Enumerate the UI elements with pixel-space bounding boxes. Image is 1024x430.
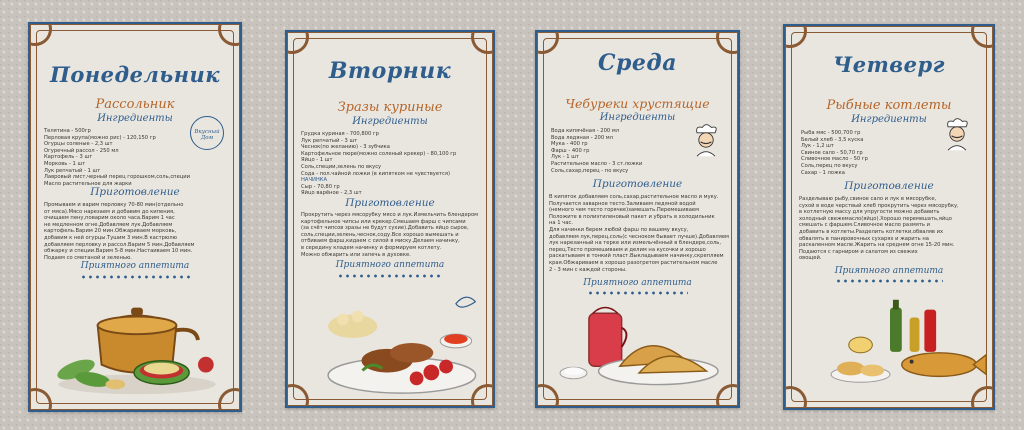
recipe-card-thursday (783, 24, 995, 410)
ingredient-item: Чеснок(по желанию) - 3 зубчика (301, 144, 390, 151)
method-text (301, 212, 478, 258)
ingredient-item: Перловая крупа(можно рис) - 120,150 гр (44, 134, 156, 141)
ingredient-item: Соль,сахар,перец - по вкусу (551, 167, 629, 174)
method-line: добавить в котлеты.Разделить котлетки,обваляв их (799, 228, 944, 235)
ingredient-item: Морковь - 1 шт (44, 160, 86, 167)
filling-label: НАЧИНКА (301, 177, 328, 184)
closing-text: Приятного аппетита (834, 266, 944, 276)
ingredient-item: Грудка куриная - 700,800 гр (301, 131, 379, 137)
method-line: холодный свежемасло(яйцо).Хорошо перемешать,яйцо (799, 215, 952, 222)
method-line: перец.Тесто промешиваем и делим на кусочки и хорошо (549, 246, 706, 253)
method-line: Промываем и варим перловку 70-80 мин(отдельно (44, 202, 184, 208)
ingredients-list (301, 131, 456, 197)
recipe-card-monday (28, 22, 242, 412)
ornament-corner (535, 384, 559, 408)
day-title: Среда (598, 50, 677, 76)
ingredients-list (801, 130, 868, 176)
ornament-corner (471, 384, 495, 408)
method-line: добавим к ней огурцы.Тушим 3 мин.В кастрюлю (44, 234, 177, 241)
badge-text: Вкусный Дом (194, 129, 220, 141)
dish-title: Рыбные котлеты (826, 98, 952, 113)
ingredient-item: Масло растительное для жарки (44, 180, 132, 187)
ornament-corner (28, 388, 52, 412)
method-text (549, 194, 729, 273)
chef-illustration (688, 122, 724, 158)
day-title: Вторник (328, 58, 452, 84)
ornament-divider (835, 278, 943, 284)
ingredient-item: Сахар - 1 ложка (801, 169, 845, 176)
method-line: раскатываем в тонкий пласт.Выкладываем начинку,скрепляем (549, 253, 724, 260)
day-title: Четверг (833, 52, 945, 77)
ingredient-item: Растительное масло - 3 ст.ложки (551, 160, 643, 167)
method-line: отбиваем фарш,кидаем с силой в миску.Делаем начинку, (301, 238, 460, 245)
method-line: Получается заварное тесто.Заливаем ледяной водой (549, 200, 696, 207)
ingredient-item: Соль,перец по вкусу (801, 162, 858, 169)
ingredients-heading: Ингредиенты (599, 112, 676, 123)
ornament-corner (971, 386, 995, 410)
ingredient-item: Рыба мяс - 500,700 гр (801, 130, 861, 136)
ornament-corner (783, 386, 807, 410)
method-line: сухой в воде черствый хлеб прокрутить через мясорубку, (799, 202, 959, 209)
ingredient-item: Лук репчатый - 1 шт (44, 167, 101, 174)
ingredient-item: Фарш - 400 гр (551, 147, 590, 154)
method-line: Положите в полиэтиленовый пакет и убрать в холодильник (549, 213, 715, 220)
ingredients-list (44, 128, 190, 187)
ingredient-item: Телятина - 500гр (44, 128, 91, 134)
method-line: добавляем лук,перец,соль(с чесноком бывает лучше).Добавляем (549, 233, 729, 240)
ingredient-item: Сода - пол.чайной ложки (в кипятком не чувствуется) (301, 170, 451, 177)
ornament-corner (971, 24, 995, 48)
ingredient-item: Огуречный рассол - 250 мл (44, 147, 119, 154)
method-text (44, 202, 194, 261)
method-line: раскаленном масле.Жарить на среднем огне 15-20 мин. (799, 242, 955, 249)
method-line: обвалять в панировочных сухарях и жарить на (799, 235, 929, 242)
method-line: (немного чем тесто горячее)замешать.Перемешиваем (549, 207, 699, 214)
method-heading: Приготовление (592, 178, 683, 190)
recipe-card-wednesday (535, 30, 740, 408)
closing-text: Приятного аппетита (80, 261, 190, 271)
ingredient-item: Мука - 400 гр (551, 141, 588, 148)
day-title: Понедельник (50, 62, 220, 87)
badge-emblem (190, 116, 224, 150)
method-line: Для начинки берем любой фарш по вашему вкусу, (549, 226, 689, 233)
method-line: картофельное чипсы или крекер.Смешаем фарш с чипсами (301, 218, 466, 225)
ingredients-heading: Ингредиенты (851, 114, 927, 125)
ingredients-heading: Ингредиенты (352, 116, 428, 127)
ingredient-item: Яйцо варёное - 2,3 шт (301, 190, 362, 197)
method-line: картофель.Варим 20 мин.Обжариваем морковь, (44, 228, 177, 235)
method-line: добавляем перловку и рассол.Варим 5 мин.Добавляем (44, 241, 195, 248)
method-heading: Приготовление (345, 197, 435, 209)
method-line: 2 - 3 мин с каждой стороны. (549, 266, 627, 273)
method-line: края.Обжариваем в хорошо разогретом растительном масле (549, 259, 718, 266)
method-line: Подаются с гарниром и салатом из свежих (799, 248, 918, 255)
method-line: (за счёт чипсов зразы не будут сухие).Добавить яйцо сырое, (301, 225, 469, 232)
ingredients-list (551, 128, 642, 174)
ornament-divider (337, 273, 443, 279)
ingredient-item: Вода кипячёная - 200 мл (551, 128, 620, 134)
ornament-divider (587, 290, 688, 296)
fish-cutlets-illustration (791, 288, 989, 396)
ornament-corner (783, 24, 807, 48)
method-line: В кипяток добавляем соль,сахар,растительное масло и муку. (549, 194, 719, 200)
ingredient-item: Сливочное масло - 50 гр (801, 156, 868, 163)
method-line: на 1 час. (549, 220, 573, 227)
method-line: обжарку и специи.Варим 5-8 мин.Настаиваем 10 мин. (44, 248, 193, 255)
ornament-corner (218, 388, 242, 412)
dish-title: Зразы куриные (337, 100, 443, 115)
method-line: Разделываю рыбу,свиное сало и лук в мясорубке, (799, 196, 937, 202)
method-line: Подаем со сметаной и зеленью. (44, 254, 132, 261)
ingredients-heading: Ингредиенты (97, 113, 173, 124)
ornament-divider (80, 274, 190, 280)
dish-title: Чебуреки хрустящие (565, 96, 710, 111)
ornament-corner (218, 22, 242, 46)
zrazy-illustration (293, 282, 491, 400)
method-line: Прокрутить через мясорубку мясо и лук.Измельчить блендером (301, 212, 479, 218)
closing-text: Приятного аппетита (335, 260, 445, 270)
method-text (799, 196, 959, 262)
ingredient-item: Вода ледяная - 200 мл (551, 134, 614, 141)
ingredient-item: Лук репчатый - 3 шт (301, 137, 358, 144)
method-line: лук нарезанный на терке или измельчённый в блендере,соль, (549, 240, 721, 247)
ornament-corner (285, 384, 309, 408)
soup-illustration (38, 286, 236, 404)
method-heading: Приготовление (90, 186, 180, 198)
ingredient-item: Сыр - 70,80 гр (301, 183, 340, 190)
method-line: в котлетную массу для упругости можно добавить (799, 209, 940, 216)
method-line: в середину кладем начинку и формируем котлету. (301, 244, 442, 251)
dish-title: Рассольник (95, 97, 175, 112)
ingredient-item: Картофельное пюре(можно соленый крекер) - 80,100 гр (301, 150, 457, 157)
ornament-corner (285, 30, 309, 54)
ingredient-item: Лук - 1,2 шт (801, 143, 834, 150)
method-line: очищаем пену,поварим около часа.Варим 1 час (44, 215, 175, 222)
method-heading: Приготовление (844, 180, 934, 192)
method-line: овощей. (799, 255, 822, 262)
ingredient-item: Белый хлеб - 3,5 куска (801, 136, 864, 143)
ornament-corner (28, 22, 52, 46)
closing-text: Приятного аппетита (583, 278, 692, 288)
ornament-corner (716, 384, 740, 408)
ingredient-item: Свиное сало - 50,70 гр (801, 149, 863, 156)
method-line: смешать с фаршем.Сливочное масло размять и (799, 222, 930, 229)
method-line: не медленном огне.Добавляем лук.Добавляем (44, 221, 173, 228)
ingredient-item: Огурцы соленые - 2,3 шт (44, 141, 113, 148)
ingredient-item: Лавровый лист,черный перец горошком,соль,специи (44, 174, 191, 181)
ornament-corner (471, 30, 495, 54)
ingredient-item: Лук - 1 шт (551, 154, 579, 161)
ingredient-item: Соль,специи,зелень по вкусу (301, 163, 382, 170)
method-line: соль,специи,зелень,чеснок,соду.Все хорошо вымешать и (301, 231, 459, 238)
method-line: от мяса).Мясо нарезаем и добавим до кипения, (44, 208, 175, 215)
ingredient-item: Картофель - 3 шт (44, 154, 93, 161)
chebureki-illustration (541, 294, 737, 400)
method-line: Можно обжарить или запечь в духовке. (301, 251, 411, 258)
recipe-card-tuesday (285, 30, 495, 408)
ingredient-item: Яйцо - 1 шт (301, 157, 333, 164)
